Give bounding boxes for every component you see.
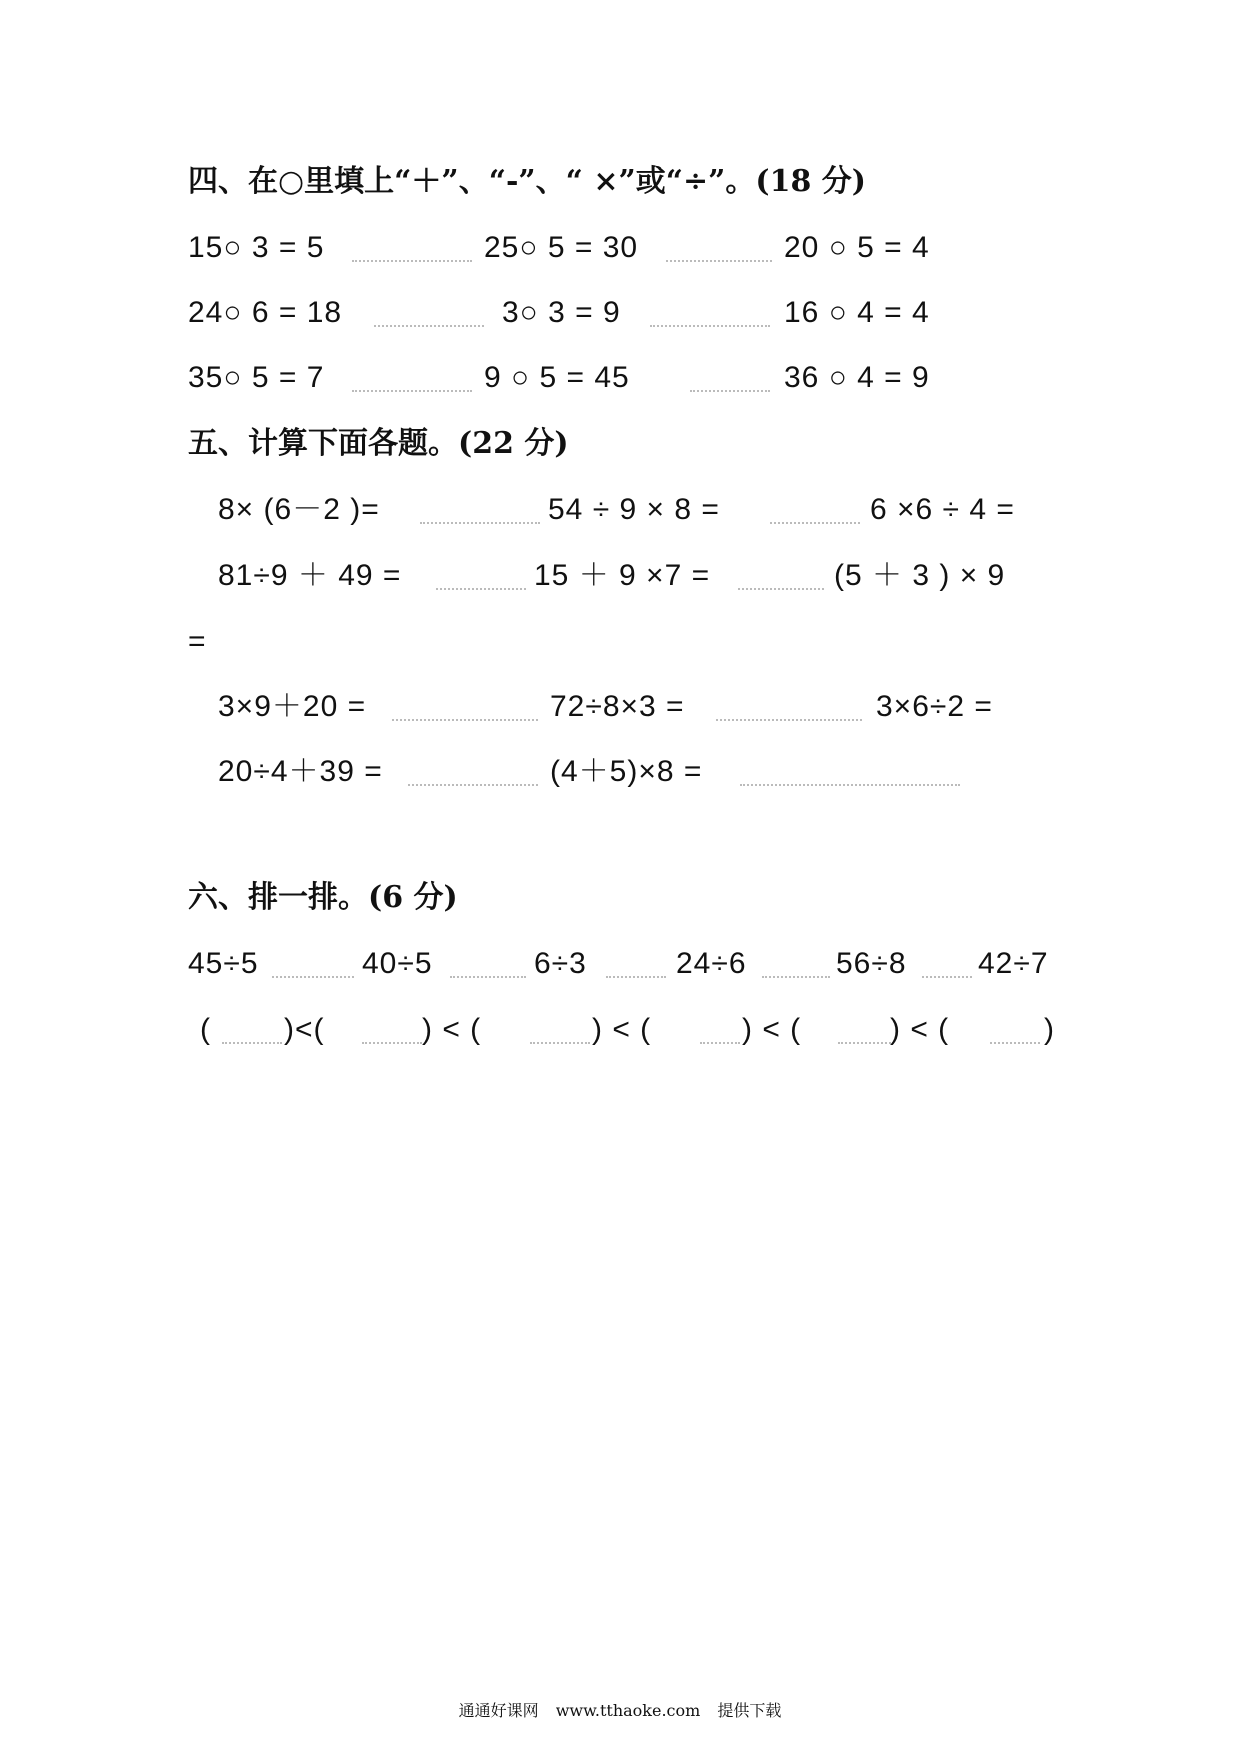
s6-expr-5: 56÷8 <box>836 947 907 980</box>
s6-expr-4: 24÷6 <box>676 947 747 980</box>
leader-dots <box>922 974 972 978</box>
s5-r1-c3: 6 ×6 ÷ 4 = <box>870 493 1015 526</box>
s5-r2-c2: 15 ＋ 9 ×7 = <box>534 559 711 592</box>
s6-expr-2: 40÷5 <box>362 947 433 980</box>
s5-r2-c1: 81÷9 ＋ 49 = <box>218 559 402 592</box>
answer-blank[interactable] <box>362 1040 422 1044</box>
leader-dots <box>352 388 472 392</box>
leader-dots <box>450 974 526 978</box>
leader-dots <box>420 520 540 524</box>
footer-url[interactable]: www.tthaoke.com <box>555 1701 701 1720</box>
s4-r2-c2: 3○ 3 = 9 <box>502 296 621 329</box>
leader-dots <box>650 323 770 327</box>
leader-dots <box>666 258 772 262</box>
footer-note: 提供下载 <box>717 1701 782 1720</box>
leader-dots <box>738 586 824 590</box>
s4-r1-c3: 20 ○ 5 = 4 <box>784 231 930 264</box>
leader-dots <box>690 388 770 392</box>
s5-r1-c1: 8× (6－2 )= <box>218 493 380 526</box>
answer-blank[interactable] <box>700 1040 740 1044</box>
s4-r3-c1: 35○ 5 = 7 <box>188 361 325 394</box>
s6-order-2: )<( <box>284 1013 325 1046</box>
leader-dots <box>408 782 538 786</box>
s5-r3-c3: 3×6÷2 = <box>876 690 993 723</box>
s6-order-3: ) < ( <box>422 1013 482 1046</box>
s6-expr-1: 45÷5 <box>188 947 259 980</box>
footer-site-name: 通通好课网 <box>458 1701 539 1720</box>
leader-dots <box>436 586 526 590</box>
s5-r4-c1: 20÷4＋39 = <box>218 755 383 788</box>
s4-r1-c2: 25○ 5 = 30 <box>484 231 639 264</box>
leader-dots <box>740 782 960 786</box>
leader-dots <box>352 258 472 262</box>
answer-blank[interactable] <box>838 1040 894 1044</box>
s4-r2-c3: 16 ○ 4 = 4 <box>784 296 930 329</box>
s6-order-6: ) < ( <box>890 1013 950 1046</box>
answer-blank[interactable] <box>990 1040 1040 1044</box>
section-5-heading: 五、计算下面各题。(22 分) <box>188 426 569 461</box>
leader-dots <box>272 974 354 978</box>
leader-dots <box>606 974 666 978</box>
leader-dots <box>770 520 860 524</box>
s5-r3-c2: 72÷8×3 = <box>550 690 685 723</box>
answer-blank[interactable] <box>222 1040 282 1044</box>
s4-r3-c3: 36 ○ 4 = 9 <box>784 361 930 394</box>
s6-expr-3: 6÷3 <box>534 947 587 980</box>
answer-blank[interactable] <box>530 1040 590 1044</box>
s4-r1-c1: 15○ 3 = 5 <box>188 231 325 264</box>
leader-dots <box>762 974 830 978</box>
s4-r2-c1: 24○ 6 = 18 <box>188 296 343 329</box>
page-footer <box>0 1700 1240 1722</box>
leader-dots <box>374 323 484 327</box>
s5-r2-c3: (5 ＋ 3 ) × 9 <box>834 559 1006 592</box>
s4-r3-c2: 9 ○ 5 = 45 <box>484 361 630 394</box>
s6-order-1: ( <box>200 1013 211 1046</box>
section-6-heading: 六、排一排。(6 分) <box>188 880 458 915</box>
s5-r2-wrap: = <box>188 625 207 658</box>
s6-order-4: ) < ( <box>592 1013 652 1046</box>
s5-r1-c2: 54 ÷ 9 × 8 = <box>548 493 720 526</box>
s6-order-5: ) < ( <box>742 1013 802 1046</box>
leader-dots <box>716 717 862 721</box>
leader-dots <box>392 717 538 721</box>
s6-expr-6: 42÷7 <box>978 947 1049 980</box>
s5-r4-c2: (4＋5)×8 = <box>550 755 703 788</box>
s5-r3-c1: 3×9＋20 = <box>218 690 367 723</box>
s6-order-7: ) <box>1044 1013 1055 1046</box>
section-4-heading: 四、在○里填上“＋”、“-”、“ ×”或“÷”。(18 分) <box>188 164 866 199</box>
